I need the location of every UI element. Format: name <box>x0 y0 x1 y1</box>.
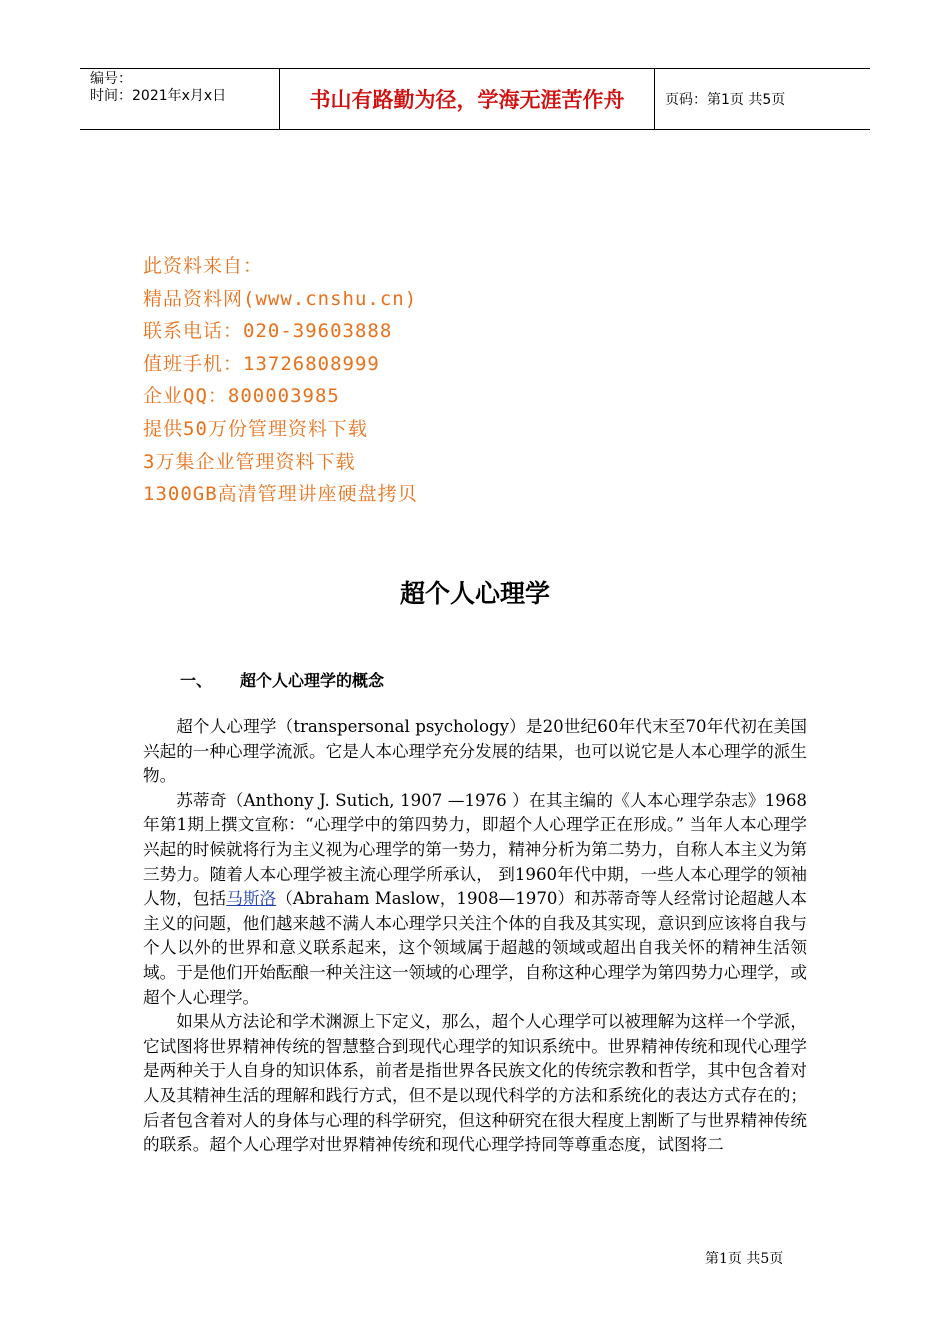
header-number-label: 编号： <box>90 71 132 87</box>
source-line: 联系电话：020-39603888 <box>143 320 393 343</box>
paragraph: 超个人心理学（transpersonal psychology）是20世纪60年代末至70年代初在美国兴起的一种心理学流派。它是人本心理学充分发展的结果，也可以说它是人本心理学的派生物。 <box>143 717 807 786</box>
source-line: 值班手机：13726808999 <box>143 352 380 375</box>
section-heading-text: 超个人心理学的概念 <box>240 671 385 690</box>
header-motto: 书山有路勤为径，学海无涯苦作舟 <box>280 69 655 129</box>
source-info-block <box>143 250 418 511</box>
document-title: 超个人心理学 <box>399 579 550 608</box>
section-number: 一、 <box>180 671 213 690</box>
page-footer: 第1页 共5页 <box>705 1251 784 1267</box>
source-line: 此资料来自： <box>143 255 264 277</box>
source-line: 1300GB高清管理讲座硬盘拷贝 <box>143 483 418 506</box>
source-line: 提供50万份管理资料下载 <box>143 417 368 440</box>
header-meta <box>80 69 280 129</box>
page-header <box>80 68 870 130</box>
document-body <box>143 715 807 1158</box>
source-line: 3万集企业管理资料下载 <box>143 450 356 473</box>
header-page-info: 页码：第1页 共5页 <box>665 92 786 108</box>
paragraph-text: 苏蒂奇（Anthony J. Sutich, 1907 —1976 ）在其主编的《人本心理学杂志》1968年第1期上撰文宣称：“心理学中的第四势力，即超个人心理学正在形成。” 当年人本心理学兴起的时候就将行为主义视为心理学的第一势力，精神分析为第二势力，自称人本主义为第三势力。随着人本心理学被主流心理学所承认， 到1960年代中期，一些人本心理学的领袖人物，包括 <box>143 790 807 909</box>
header-time-label: 时间：2021年x月x日 <box>90 88 227 104</box>
paragraph <box>143 789 807 1010</box>
source-line: 精品资料网(www.cnshu.cn) <box>143 287 418 310</box>
paragraph-text: （Abraham Maslow，1908—1970）和苏蒂奇等人经常讨论超越人本主义的问题，他们越来越不满人本心理学只关注个体的自我及其实现，意识到应该将自我与个人以外的世界和意义联系起来，这个领域属于超越的领域或超出自我关怀的精神生活领域。于是他们开始酝酿一种关注这一领域的心理学，自称这种心理学为第四势力心理学，或超个人心理学。 <box>143 889 808 1007</box>
section-heading <box>180 668 384 691</box>
source-line: 企业QQ：800003985 <box>143 385 340 408</box>
maslow-link[interactable]: 马斯洛 <box>226 889 277 909</box>
paragraph: 如果从方法论和学术渊源上下定义，那么，超个人心理学可以被理解为这样一个学派，它试图将世界精神传统的智慧整合到现代心理学的知识系统中。世界精神传统和现代心理学是两种关于人自身的知识体系，前者是指世界各民族文化的传统宗教和哲学，其中包含着对人及其精神生活的理解和践行方式，但不是以现代科学的方法和系统化的表达方式存在的；后者包含着对人的身体与心理的科学研究，但这种研究在很大程度上割断了与世界精神传统的联系。超个人心理学对世界精神传统和现代心理学持同等尊重态度，试图将二 <box>143 1012 807 1155</box>
